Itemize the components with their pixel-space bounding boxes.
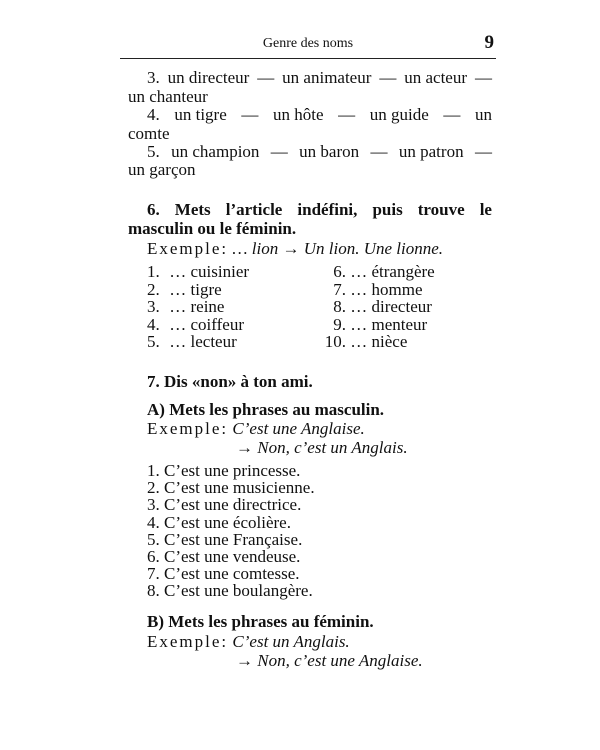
part-b-title: B) Mets les phrases au féminin. [147,612,374,631]
example-label: Exemple: [147,239,229,258]
list-item: 8. … directeur [333,297,432,316]
exercise6-instruction-line1: 6. Mets l’article indéfini, puis trouve le [147,200,492,219]
exercise6-instruction-line2: masculin ou le féminin. [128,219,297,238]
continued-item-4-line2: comte [128,124,170,143]
exercise6-example [147,239,443,259]
list-item: 3. C’est une directrice. [147,495,302,515]
continued-item-5-line2: un garçon [128,160,196,179]
example-text: … lion → Un lion. Une lionne. [232,239,444,258]
list-item: 7. C’est une comtesse. [147,564,300,584]
list-item: 2. C’est une musicienne. [147,478,315,498]
list-item: 9. … menteur [333,314,428,334]
list-item: 1. C’est une princesse. [147,461,301,480]
exercise6-left-column [147,263,249,351]
part-a-list [147,462,315,600]
list-item: 5. … lecteur [147,332,237,351]
page-header [120,32,496,56]
list-item: 2. … tigre [147,279,222,299]
running-title: Genre des noms [262,36,354,51]
list-item: 5. C’est une Française. [147,529,303,549]
exercise7-title: 7. Dis «non» à ton ami. [147,372,313,391]
list-item: 7. … homme [333,279,423,299]
part-b-example-line1: Exemple: C’est un Anglais. [147,632,350,651]
list-item: 6. … étrangère [333,262,435,281]
example-label: Exemple: [147,632,229,651]
part-a-example-line2: → Non, c’est un Anglais. [236,438,408,457]
continued-item-4-line1: 4. un tigre — un hôte — un guide — un [147,105,492,124]
part-a-title: A) Mets les phrases au masculin. [147,400,385,419]
part-b-example-line2: → Non, c’est une Anglaise. [236,651,423,670]
list-item: 8. C’est une boulangère. [147,581,313,601]
list-item: 10. … nièce [324,332,408,351]
list-item: 4. C’est une écolière. [147,512,291,532]
continued-item-5-line1: 5. un champion — un baron — un patron — [147,142,492,161]
list-item: 6. C’est une vendeuse. [147,547,301,567]
header-rule [120,58,496,59]
page-number: 9 [484,32,494,53]
continued-item-3-line1: 3. un directeur — un animateur — un acteur — [147,68,492,87]
list-item: 4. … coiffeur [147,314,244,334]
list-item: 3. … reine [147,297,225,316]
list-item: 1. … cuisinier [147,262,250,281]
continued-item-3-line2: un chanteur [128,87,208,106]
part-a-example-line1: Exemple: C’est une Anglaise. [147,419,365,438]
example-label: Exemple: [147,419,229,438]
exercise6-right-column [319,263,435,351]
